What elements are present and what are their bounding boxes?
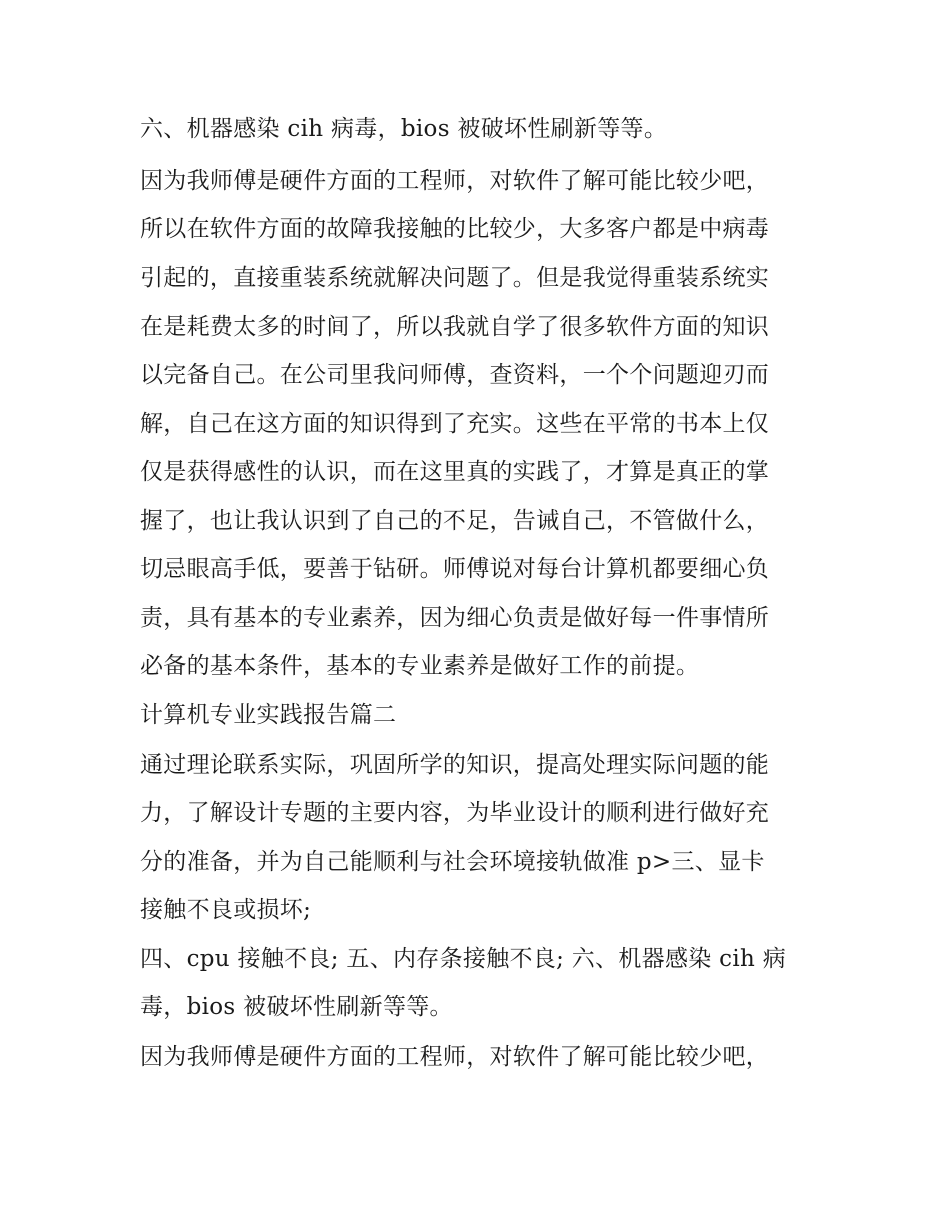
text-line: 接触不良或损坏; [140, 897, 312, 923]
text-line: 毒，bios 被破坏性刷新等等。 [140, 994, 453, 1020]
text-line: 以完备自己。在公司里我问师傅，查资料，一个个问题迎刃而 [140, 362, 770, 388]
text-line: 在是耗费太多的时间了，所以我就自学了很多软件方面的知识 [140, 314, 770, 340]
text-line: 因为我师傅是硬件方面的工程师，对软件了解可能比较少吧， [140, 168, 770, 194]
text-line: 握了，也让我认识到了自己的不足，告诫自己，不管做什么， [140, 508, 770, 534]
text-line: 必备的基本条件，基本的专业素养是做好工作的前提。 [140, 653, 700, 679]
text-line: 通过理论联系实际，巩固所学的知识，提高处理实际问题的能 [140, 752, 770, 778]
text-line: 六、机器感染 cih 病毒，bios 被破坏性刷新等等。 [140, 116, 668, 142]
text-line: 仅是获得感性的认识，而在这里真的实践了，才算是真正的掌 [140, 459, 770, 485]
text-line: 解，自己在这方面的知识得到了充实。这些在平常的书本上仅 [140, 411, 770, 437]
text-line: 分的准备，并为自己能顺利与社会环境接轨做准 p>三、显卡 [140, 849, 765, 875]
text-line: 引起的，直接重装系统就解决问题了。但是我觉得重装系统实 [140, 265, 770, 291]
text-line: 四、cpu 接触不良; 五、内存条接触不良; 六、机器感染 cih 病 [140, 946, 787, 972]
text-line: 因为我师傅是硬件方面的工程师，对软件了解可能比较少吧， [140, 1044, 770, 1070]
text-line: 所以在软件方面的故障我接触的比较少，大多客户都是中病毒 [140, 216, 770, 242]
text-line: 切忌眼高手低，要善于钻研。师傅说对每台计算机都要细心负 [140, 556, 770, 582]
text-line: 力，了解设计专题的主要内容，为毕业设计的顺利进行做好充 [140, 800, 770, 826]
section-heading: 计算机专业实践报告篇二 [140, 702, 397, 728]
text-line: 责，具有基本的专业素养，因为细心负责是做好每一件事情所 [140, 605, 770, 631]
